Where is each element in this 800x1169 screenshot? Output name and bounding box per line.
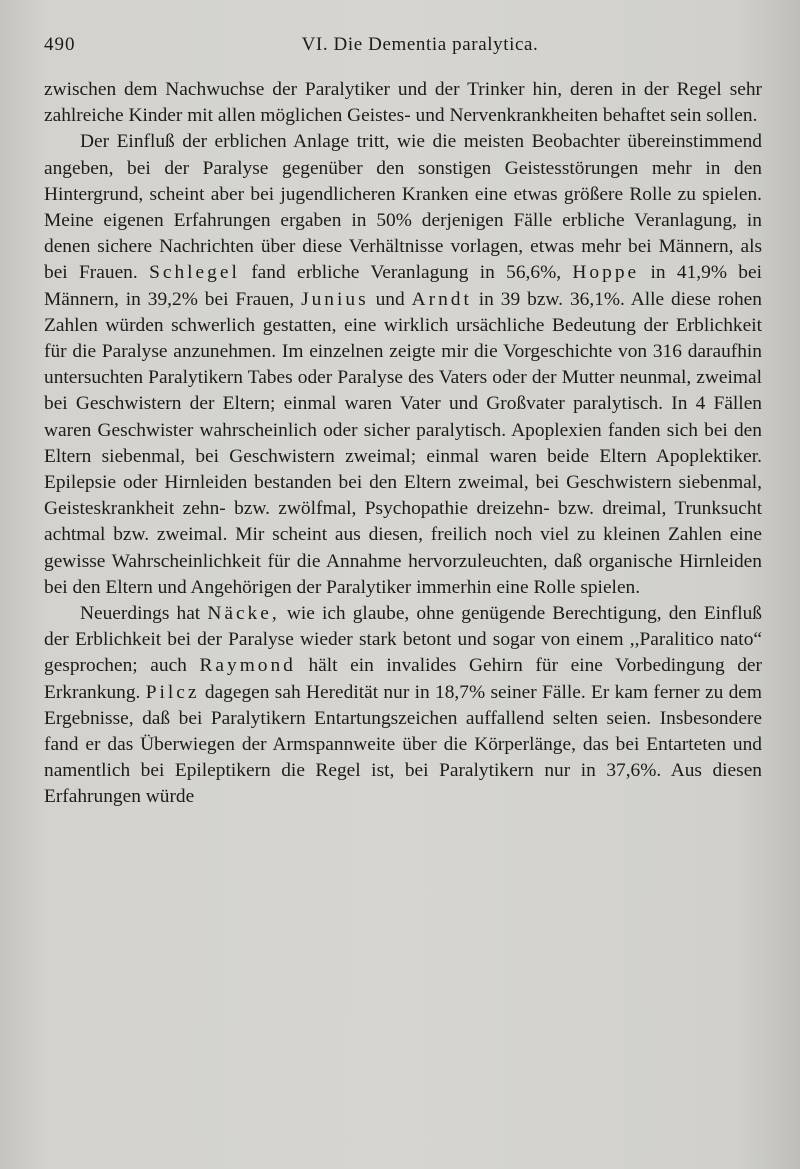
author-name-hoppe: Hoppe bbox=[572, 262, 640, 284]
author-name-raymond: Raymond bbox=[199, 655, 296, 677]
body-text bbox=[44, 77, 762, 811]
author-name-naecke: Näcke, bbox=[207, 603, 280, 625]
page-number: 490 bbox=[44, 34, 76, 55]
running-head: VI. Die Dementia paralytica. bbox=[301, 34, 539, 55]
paragraph-3-text-b: wie ich glaube, ohne genügende Berechtigung, den Einfluß der Erblichkeit bei der Paralyse wieder stark betont und sogar von einem ,,Paralitico nato“ gesprochen; auch bbox=[44, 603, 762, 677]
author-name-arndt: Arndt bbox=[411, 288, 472, 310]
paragraph-2 bbox=[44, 129, 762, 601]
author-name-schlegel: Schlegel bbox=[149, 262, 240, 284]
paragraph-1-text: zwischen dem Nachwuchse der Paralytiker und der Trinker hin, deren in der Regel sehr zahlreiche Kinder mit allen möglichen Geistes- und Nervenkrankheiten behaftet sein sollen. bbox=[44, 79, 762, 127]
paragraph-2-text: Der Einfluß der erblichen Anlage tritt, wie die meisten Beobachter übereinstimmend angeben, bei der Paralyse gegenüber den sonstigen Geistesstörungen mehr in den Hintergrund, scheint aber bei jugendlicheren Kranken eine etwas größere Rolle zu spielen. Meine eigenen Erfahrungen ergaben in 50% derjenigen Fälle erbliche Veranlagung, in denen sichere Nachrichten über diese Verhältnisse vorlagen, etwas mehr bei Männern, als bei Frauen. bbox=[44, 131, 762, 284]
paragraph-2-text-b: fand erbliche Veranlagung in 56,6%, bbox=[251, 262, 562, 284]
paragraph-1 bbox=[44, 77, 762, 129]
author-name-junius: Junius bbox=[301, 288, 369, 310]
paragraph-3-text-d: dagegen sah Heredität nur in 18,7% seiner Fälle. Er kam ferner zu dem Ergebnisse, daß bei Paralytikern Entartungszeichen auffallend selten seien. Insbesondere fand er das Überwiegen der Armspannweite über die Körperlänge, das bei Entarteten und namentlich bei Epileptikern die Regel ist, bei Paralytikern nur in 37,6%. Aus diesen Erfahrungen würde bbox=[44, 681, 762, 808]
page-header bbox=[44, 34, 756, 60]
paragraph-3 bbox=[44, 601, 762, 811]
paragraph-2-text-e: in 39 bzw. 36,1%. Alle diese rohen Zahlen würden schwerlich gestatten, eine wirklich ursächliche Bedeutung der Erblichkeit für die Paralyse anzunehmen. Im einzelnen zeigte mir die Vorgeschichte von 316 daraufhin untersuchten Paralytikern Tabes oder Paralyse des Vaters oder der Mutter neunmal, zweimal bei Geschwistern der Eltern; einmal waren Vater und Großvater paralytisch. In 4 Fällen waren Geschwister wahrscheinlich oder sicher paralytisch. Apoplexien fanden sich bei den Eltern siebenmal, bei Geschwistern zweimal; einmal waren beide Eltern Apoplektiker. Epilepsie oder Hirnleiden bestanden bei den Eltern zweimal, bei Geschwistern siebenmal, Geisteskrankheit zehn- bzw. zwölfmal, Psychopathie dreizehn- bzw. dreimal, Trunksucht achtmal bzw. zweimal. Mir scheint aus diesen, freilich noch viel zu kleinen Zahlen eine gewisse Wahrscheinlichkeit für die Annahme hervorzuleuchten, daß organische Hirnleiden bei den Eltern und Angehörigen der Paralytiker immerhin eine Rolle spielen. bbox=[44, 288, 762, 598]
paragraph-2-text-c: in 41,9% bei Männern, in 39,2% bei Frauen, bbox=[44, 262, 762, 310]
paragraph-3-text: Neuerdings hat bbox=[80, 603, 201, 625]
paragraph-3-text-c: hält ein invalides Gehirn für eine Vorbedingung der Erkrankung. bbox=[44, 655, 762, 703]
author-name-pilcz: Pilcz bbox=[145, 681, 200, 703]
paragraph-2-text-d: und bbox=[375, 288, 405, 310]
